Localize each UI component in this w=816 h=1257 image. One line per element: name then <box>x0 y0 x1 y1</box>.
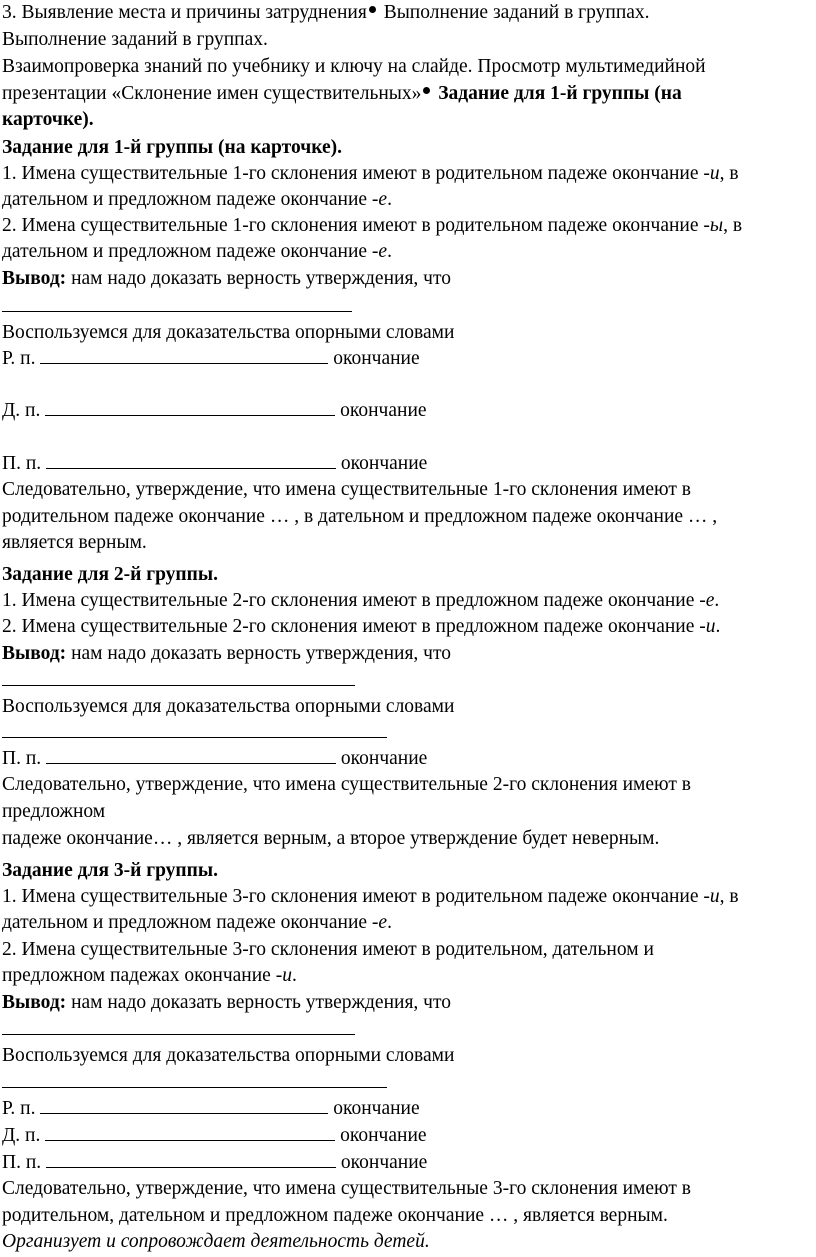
group1-result-2: родительном падеже окончание … , в дательном и предложном падеже окончание … , <box>2 506 718 527</box>
group2-conclusion <box>2 641 451 667</box>
group1-statement-2-cont <box>2 239 392 265</box>
prepositional-blank[interactable] <box>46 746 336 764</box>
group1-title: Задание для 1-й группы (на карточке). <box>2 137 342 158</box>
group3-result-1: Следовательно, утверждение, что имена существительные 3-го склонения имеют в <box>2 1178 691 1199</box>
group2-support-blank[interactable] <box>2 720 387 746</box>
group3-genitive-row <box>2 1096 420 1122</box>
group3-statement-1-cont <box>2 910 392 936</box>
statement-text: дательном и предложном падеже окончание - <box>2 189 379 210</box>
statement-text: 1. Имена существительные 1-го склонения имеют в родительном падеже окончание - <box>2 163 710 184</box>
case-label: Д. п. <box>2 400 46 421</box>
bullet-icon <box>423 87 430 94</box>
statement-text: , в <box>719 886 739 907</box>
ending-letter: ы <box>709 215 724 236</box>
group-work-line: Выполнение заданий в группах. <box>2 29 268 50</box>
genitive-blank[interactable] <box>40 346 328 364</box>
ending-label: окончание <box>336 748 428 769</box>
statement-text: предложном падежах окончание - <box>2 965 283 986</box>
step-heading-text: 3. Выявление места и причины затруднения <box>2 2 367 23</box>
conclusion-label: Вывод: <box>2 992 67 1013</box>
ending-label: окончание <box>336 1152 428 1173</box>
group3-support-words: Воспользуемся для доказательства опорными словами <box>2 1045 455 1066</box>
case-label: Р. п. <box>2 348 41 369</box>
case-label: П. п. <box>2 453 47 474</box>
prepositional-blank[interactable] <box>46 1150 336 1168</box>
group1-conclusion <box>2 266 451 292</box>
statement-text: . <box>714 590 720 611</box>
ending-letter: и <box>282 965 292 986</box>
conclusion-text: нам надо доказать верность утверждения, что <box>66 268 451 289</box>
ending-letter: е <box>705 590 715 611</box>
group1-statement-1-cont <box>2 187 392 213</box>
group2-support-words: Воспользуемся для доказательства опорными словами <box>2 696 455 717</box>
statement-text: . <box>387 241 392 262</box>
group2-result-3: падеже окончание… , является верным, а второе утверждение будет неверным. <box>2 828 660 849</box>
ending-label: окончание <box>335 1125 427 1146</box>
group2-result-2: предложном <box>2 801 106 822</box>
bullet-icon <box>369 6 376 13</box>
dative-blank[interactable] <box>45 1123 335 1141</box>
group1-answer-blank[interactable] <box>2 294 352 320</box>
ending-label: окончание <box>336 453 428 474</box>
conclusion-label: Вывод: <box>2 268 67 289</box>
statement-text: . <box>291 965 297 986</box>
statement-text: . <box>715 616 721 637</box>
peer-check-line: Взаимопроверка знаний по учебнику и ключу на слайде. Просмотр мультимедийной <box>2 56 706 77</box>
statement-text: 1. Имена существительные 2-го склонения имеют в предложном падеже окончание - <box>2 590 706 611</box>
group2-answer-blank[interactable] <box>2 668 355 694</box>
case-label: П. п. <box>2 1152 47 1173</box>
statement-text: . <box>387 912 392 933</box>
group1-result-1: Следовательно, утверждение, что имена существительные 1-го склонения имеют в <box>2 479 691 500</box>
presentation-line <box>2 81 682 107</box>
group3-statement-2: 2. Имена существительные 3-го склонения имеют в родительном, дательном и <box>2 939 654 960</box>
case-label: Д. п. <box>2 1125 46 1146</box>
group3-conclusion <box>2 990 451 1016</box>
group1-inline-title: Задание для 1-й группы (на <box>433 83 682 104</box>
ending-letter: и <box>705 616 716 637</box>
conclusion-text: нам надо доказать верность утверждения, что <box>66 643 451 664</box>
group1-inline-title-end: карточке). <box>2 109 94 130</box>
ending-label: окончание <box>328 1098 420 1119</box>
group3-statement-2-cont <box>2 963 297 989</box>
ending-letter: е <box>378 189 388 210</box>
group1-result-3: является верным. <box>2 532 147 553</box>
statement-text: , в <box>719 163 739 184</box>
ending-letter: и <box>709 886 720 907</box>
genitive-blank[interactable] <box>40 1096 328 1114</box>
group3-prepositional-row <box>2 1150 427 1176</box>
presentation-text: презентации «Склонение имен существительных» <box>2 83 422 104</box>
group2-prepositional-row <box>2 746 427 772</box>
group1-support-words: Воспользуемся для доказательства опорными словами <box>2 322 455 343</box>
group1-genitive-row <box>2 346 420 372</box>
group1-dative-row <box>2 398 427 424</box>
statement-text: 1. Имена существительные 3-го склонения имеют в родительном падеже окончание - <box>2 886 710 907</box>
ending-letter: е <box>378 241 388 262</box>
statement-text: дательном и предложном падеже окончание - <box>2 241 379 262</box>
prepositional-blank[interactable] <box>46 451 336 469</box>
statement-text: , в <box>723 215 743 236</box>
case-label: Р. п. <box>2 1098 41 1119</box>
conclusion-label: Вывод: <box>2 643 67 664</box>
ending-letter: и <box>709 163 720 184</box>
statement-text: дательном и предложном падеже окончание - <box>2 912 379 933</box>
conclusion-text: нам надо доказать верность утверждения, что <box>66 992 451 1013</box>
ending-letter: е <box>378 912 388 933</box>
dative-blank[interactable] <box>45 398 335 416</box>
step-heading <box>2 0 650 26</box>
group2-result-1: Следовательно, утверждение, что имена существительные 2-го склонения имеют в <box>2 774 691 795</box>
step-heading-continuation: Выполнение заданий в группах. <box>378 2 650 23</box>
group3-dative-row <box>2 1123 427 1149</box>
group3-title: Задание для 3-й группы. <box>2 860 219 881</box>
group2-statement-1 <box>2 588 719 614</box>
group2-statement-2 <box>2 614 720 640</box>
group3-support-blank[interactable] <box>2 1070 387 1096</box>
group3-answer-blank[interactable] <box>2 1017 355 1043</box>
group1-statement-1 <box>2 161 739 187</box>
statement-text: 2. Имена существительные 1-го склонения имеют в родительном падеже окончание - <box>2 215 710 236</box>
group1-statement-2 <box>2 213 742 239</box>
group1-prepositional-row <box>2 451 427 477</box>
statement-text: 2. Имена существительные 2-го склонения имеют в предложном падеже окончание - <box>2 616 706 637</box>
ending-label: окончание <box>328 348 420 369</box>
group3-result-2: родительном, дательном и предложном падеже окончание … , является верным. <box>2 1205 668 1226</box>
group3-statement-1 <box>2 884 739 910</box>
group2-title: Задание для 2-й группы. <box>2 564 219 585</box>
case-label: П. п. <box>2 748 47 769</box>
statement-text: . <box>387 189 392 210</box>
teacher-activity-note: Организует и сопровождает деятельность детей. <box>2 1231 430 1252</box>
ending-label: окончание <box>335 400 427 421</box>
